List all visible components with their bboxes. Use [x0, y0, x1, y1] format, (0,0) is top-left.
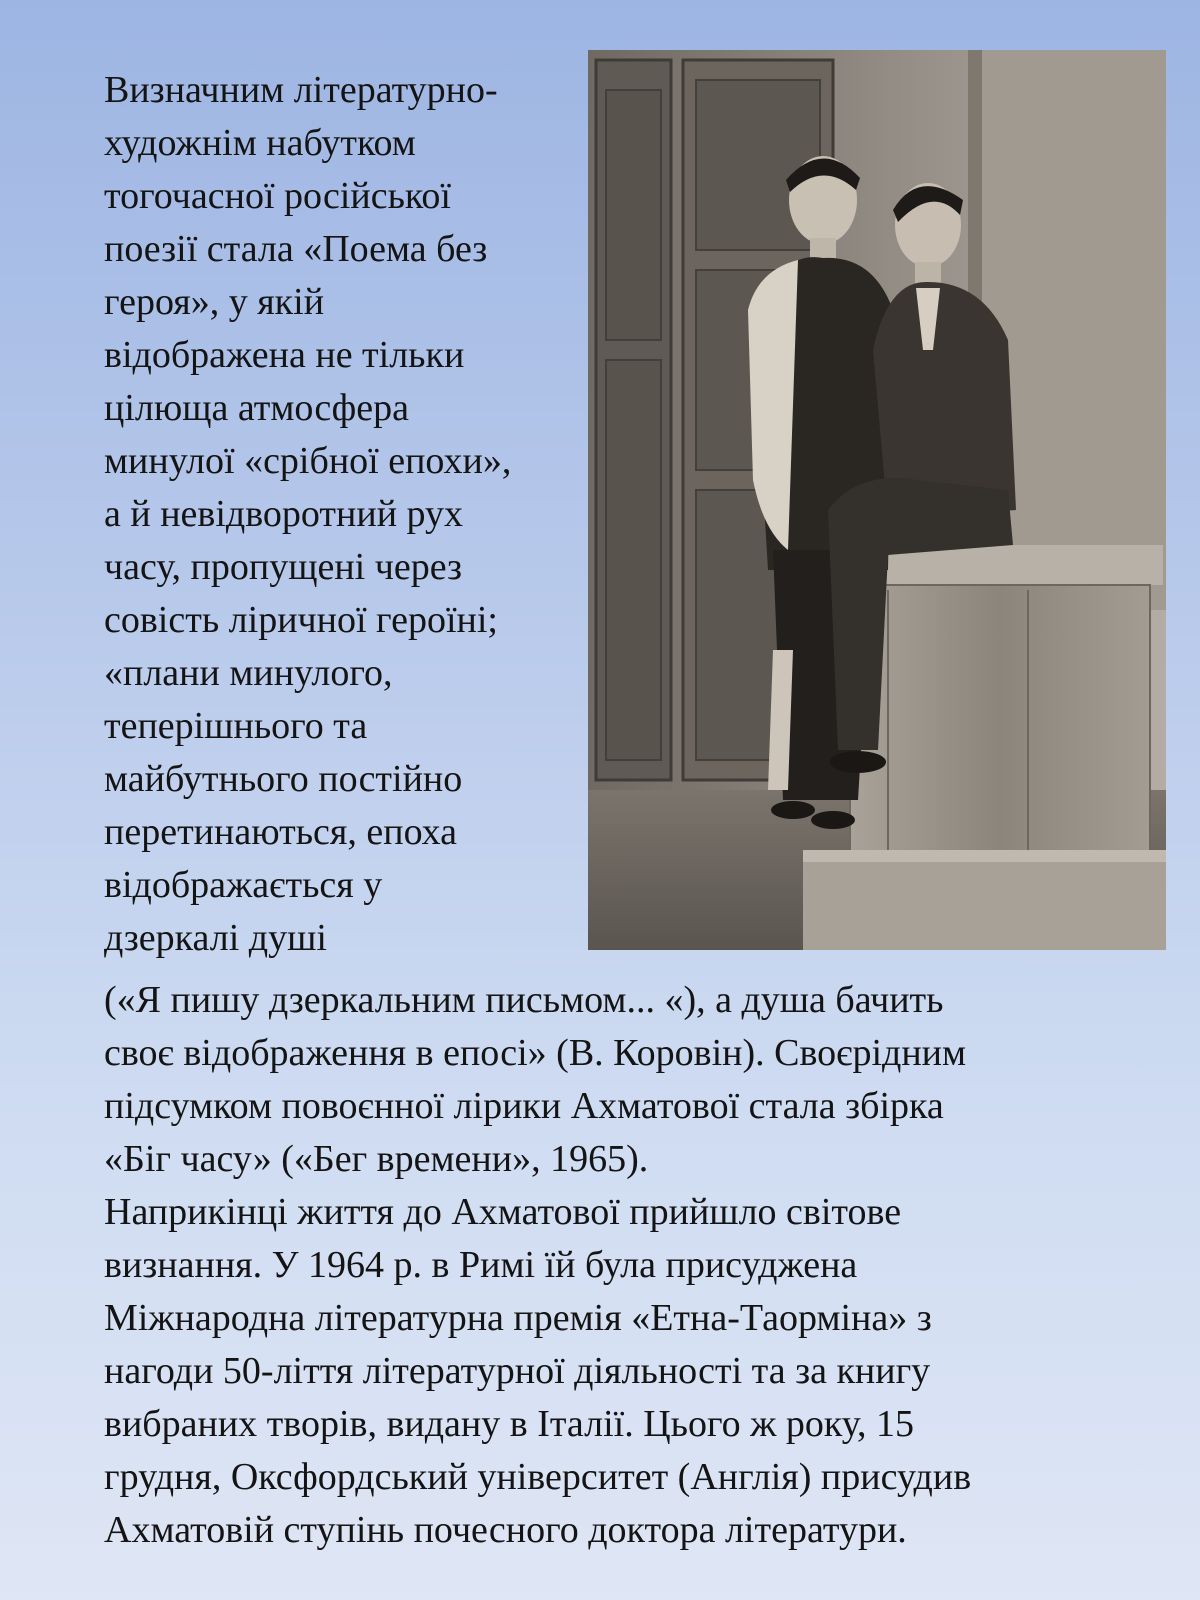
text-line: визнання. У 1964 р. в Римі їй була присуджена — [104, 1244, 858, 1286]
text-line: нагоди 50-ліття літературної діяльності та за книгу — [104, 1350, 931, 1392]
text-line: відображена не тільки — [104, 334, 465, 376]
text-line: перетинаються, епоха — [104, 811, 458, 853]
text-line: («Я пишу дзеркальним письмом... «), а душа бачить — [104, 979, 944, 1021]
text-line: минулої «срібної епохи», — [104, 440, 512, 482]
bottom-paragraph — [104, 974, 1184, 1557]
text-line: грудня, Оксфордський університет (Англія) присудив — [104, 1456, 972, 1498]
text-line: часу, пропущені через — [104, 546, 463, 588]
text-line: героя», у якій — [104, 281, 325, 323]
text-line: підсумком повоєнної лірики Ахматової стала збірка — [104, 1085, 944, 1127]
text-line: поезії стала «Поема без — [104, 228, 488, 270]
text-line: совість ліричної героїні; — [104, 599, 498, 641]
text-line: майбутнього постійно — [104, 758, 463, 800]
text-line: своє відображення в епосі» (В. Коровін). Своєрідним — [104, 1032, 967, 1074]
text-line: Ахматовій ступінь почесного доктора літератури. — [104, 1509, 907, 1551]
photo-woman-and-man-by-pedestal-icon — [588, 50, 1166, 950]
text-line: вибраних творів, видану в Італії. Цього ж року, 15 — [104, 1403, 914, 1445]
text-line: «Біг часу» («Бег времени», 1965). — [104, 1138, 649, 1180]
text-line: теперішнього та — [104, 705, 368, 747]
text-line: «плани минулого, — [104, 652, 393, 694]
text-line: відображається у — [104, 864, 383, 906]
photo-illustration — [588, 50, 1166, 950]
text-line: Визначним літературно- — [104, 69, 498, 111]
text-line: дзеркалі душі — [104, 917, 327, 959]
text-line: Наприкінці життя до Ахматової прийшло світове — [104, 1191, 902, 1233]
text-line: тогочасної російської — [104, 175, 451, 217]
text-line: цілюща атмосфера — [104, 387, 410, 429]
text-line: Міжнародна літературна премія «Етна-Таорміна» з — [104, 1297, 932, 1339]
text-line: а й невідворотний рух — [104, 493, 464, 535]
text-line: художнім набутком — [104, 122, 416, 164]
top-paragraph — [104, 64, 584, 965]
